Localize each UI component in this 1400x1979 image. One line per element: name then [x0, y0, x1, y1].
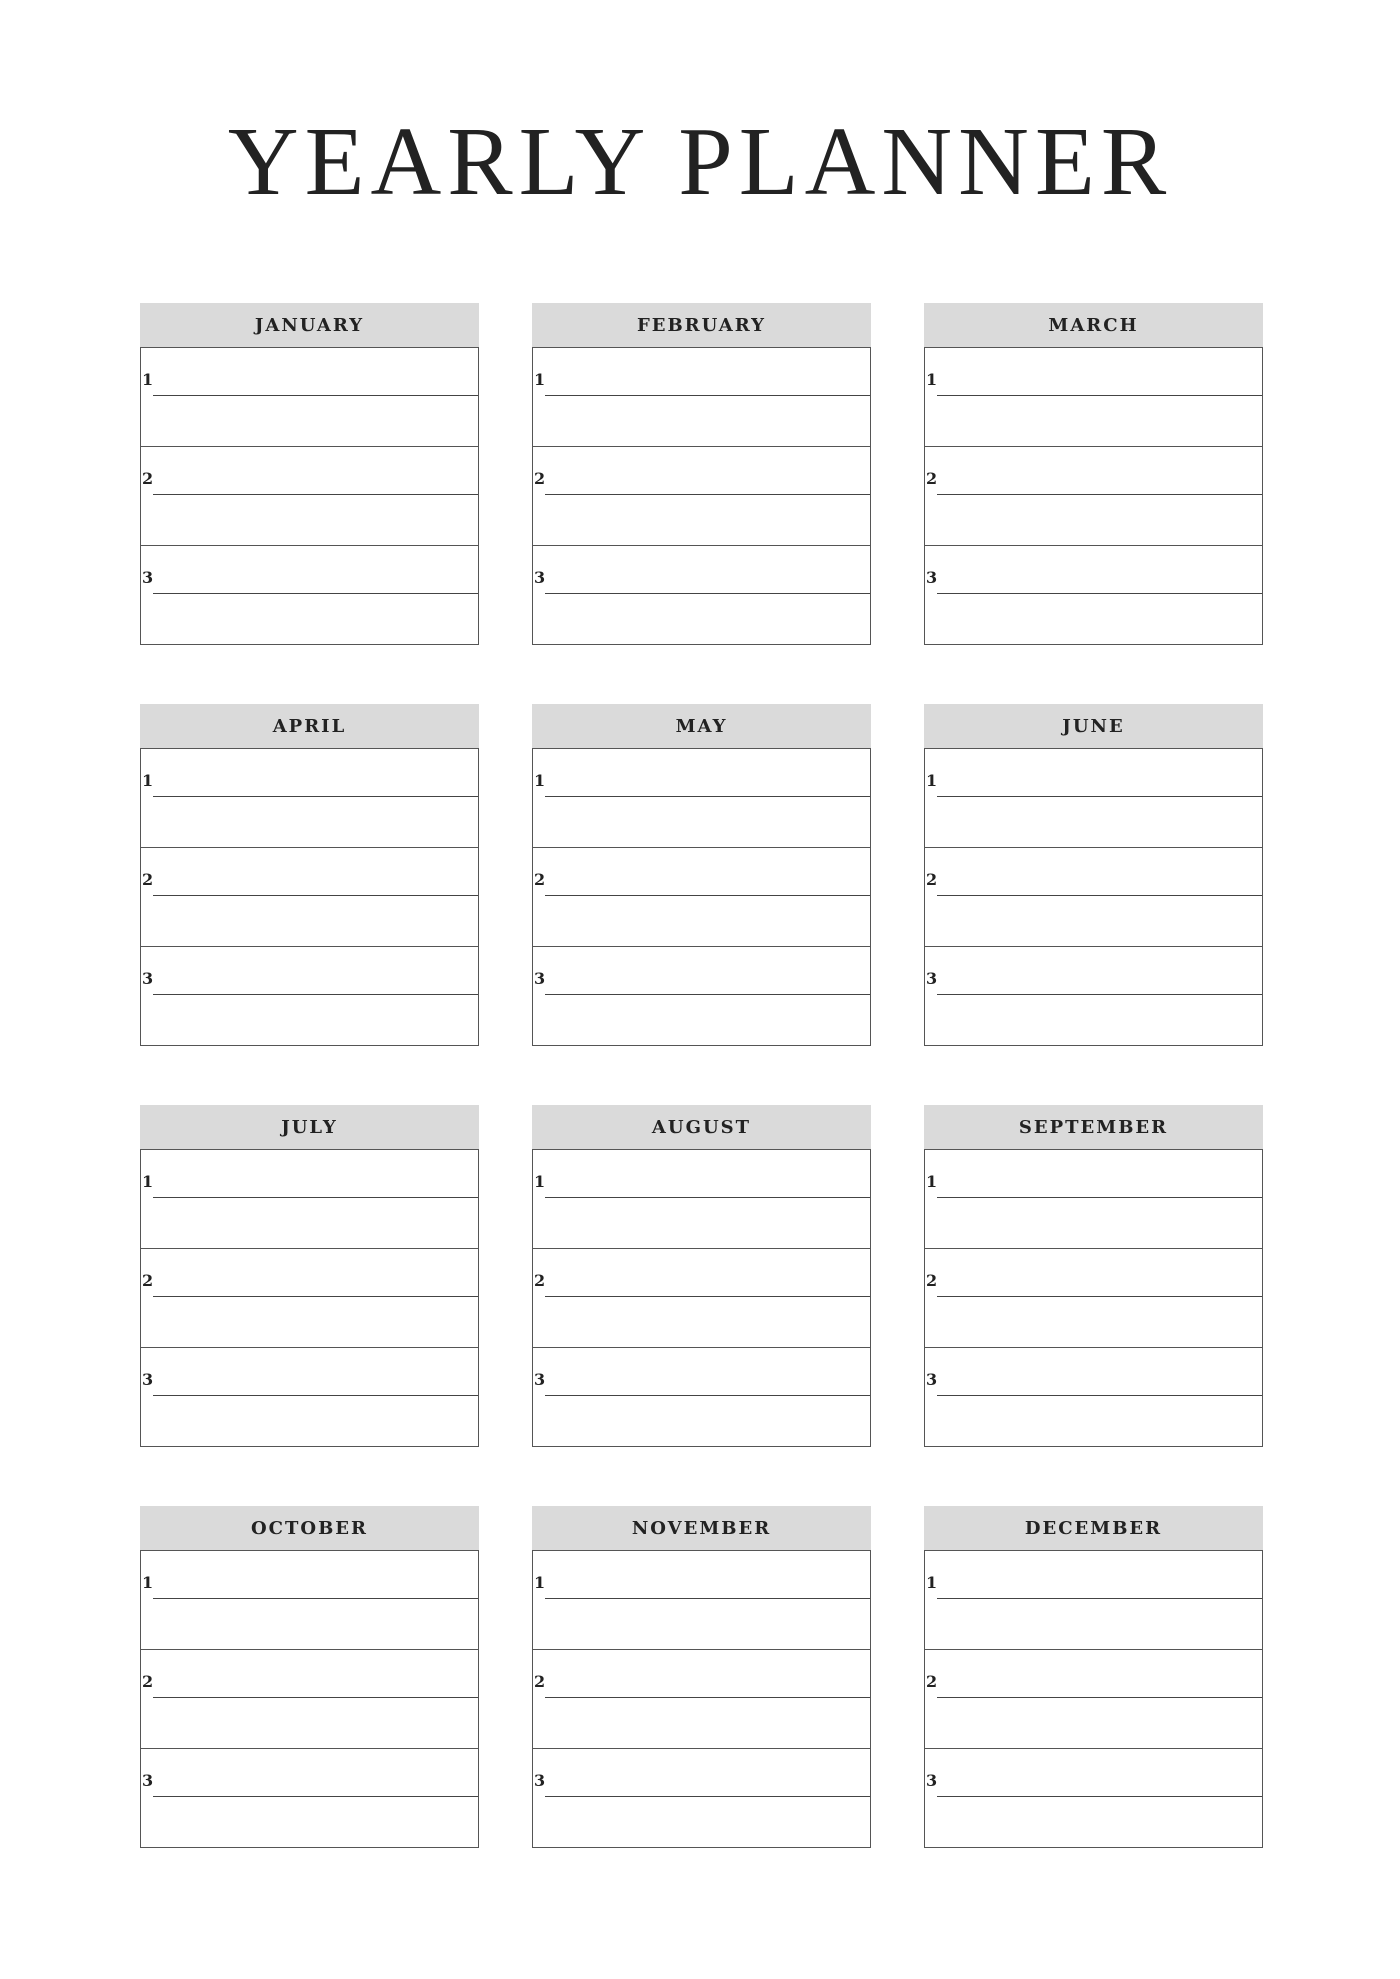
- goal-slot[interactable]: [533, 847, 870, 946]
- goal-slot[interactable]: [141, 749, 478, 847]
- writing-line: [545, 593, 870, 594]
- goal-number: 3: [926, 1370, 938, 1389]
- goal-number: 3: [534, 969, 546, 988]
- writing-line: [153, 494, 478, 495]
- goal-number: 2: [926, 1672, 938, 1691]
- writing-line: [545, 1395, 870, 1396]
- writing-line: [937, 796, 1262, 797]
- goal-number: 3: [926, 969, 938, 988]
- goal-number: 3: [534, 1771, 546, 1790]
- goal-slot[interactable]: [533, 348, 870, 446]
- goal-slot[interactable]: [533, 1347, 870, 1446]
- goals-box: [924, 347, 1263, 645]
- month-header: DECEMBER: [924, 1506, 1263, 1550]
- goal-slot[interactable]: [141, 847, 478, 946]
- month-card-august: [532, 1105, 871, 1449]
- goal-number: 3: [142, 1771, 154, 1790]
- goal-number: 1: [534, 1172, 546, 1191]
- goal-slot[interactable]: [925, 1347, 1262, 1446]
- goal-number: 2: [926, 1271, 938, 1290]
- writing-line: [153, 895, 478, 896]
- writing-line: [153, 1697, 478, 1698]
- writing-line: [545, 1796, 870, 1797]
- writing-line: [937, 395, 1262, 396]
- goal-number: 3: [534, 1370, 546, 1389]
- goal-slot[interactable]: [533, 1248, 870, 1347]
- month-header: MARCH: [924, 303, 1263, 347]
- goal-slot[interactable]: [925, 847, 1262, 946]
- months-grid: [140, 303, 1264, 1850]
- goals-box: [532, 748, 871, 1046]
- writing-line: [937, 593, 1262, 594]
- goals-box: [140, 1550, 479, 1848]
- month-header: SEPTEMBER: [924, 1105, 1263, 1149]
- goals-box: [140, 347, 479, 645]
- goal-slot[interactable]: [533, 1150, 870, 1248]
- month-card-april: [140, 704, 479, 1048]
- goal-number: 1: [142, 771, 154, 790]
- goal-number: 3: [142, 1370, 154, 1389]
- goal-slot[interactable]: [141, 1649, 478, 1748]
- goal-slot[interactable]: [141, 1748, 478, 1847]
- month-card-january: [140, 303, 479, 647]
- writing-line: [153, 994, 478, 995]
- month-card-november: [532, 1506, 871, 1850]
- goal-number: 1: [926, 1573, 938, 1592]
- writing-line: [153, 796, 478, 797]
- writing-line: [153, 593, 478, 594]
- goals-box: [924, 748, 1263, 1046]
- goal-number: 1: [534, 1573, 546, 1592]
- writing-line: [153, 1796, 478, 1797]
- goal-slot[interactable]: [925, 749, 1262, 847]
- goal-number: 1: [926, 1172, 938, 1191]
- writing-line: [545, 796, 870, 797]
- writing-line: [937, 1796, 1262, 1797]
- goal-number: 1: [142, 1573, 154, 1592]
- writing-line: [937, 1395, 1262, 1396]
- goal-slot[interactable]: [141, 1551, 478, 1649]
- writing-line: [545, 1598, 870, 1599]
- writing-line: [937, 994, 1262, 995]
- month-header: OCTOBER: [140, 1506, 479, 1550]
- month-header: JANUARY: [140, 303, 479, 347]
- goal-slot[interactable]: [925, 1748, 1262, 1847]
- writing-line: [153, 1296, 478, 1297]
- writing-line: [545, 895, 870, 896]
- goal-number: 3: [142, 568, 154, 587]
- goal-slot[interactable]: [141, 545, 478, 644]
- writing-line: [545, 494, 870, 495]
- writing-line: [937, 1296, 1262, 1297]
- goal-slot[interactable]: [141, 1248, 478, 1347]
- writing-line: [545, 1197, 870, 1198]
- goal-number: 2: [142, 469, 154, 488]
- writing-line: [545, 395, 870, 396]
- goal-slot[interactable]: [925, 1150, 1262, 1248]
- writing-line: [153, 1598, 478, 1599]
- writing-line: [153, 1395, 478, 1396]
- month-card-june: [924, 704, 1263, 1048]
- month-card-may: [532, 704, 871, 1048]
- goal-number: 2: [534, 469, 546, 488]
- goal-slot[interactable]: [141, 446, 478, 545]
- goal-number: 1: [534, 370, 546, 389]
- month-header: AUGUST: [532, 1105, 871, 1149]
- goals-box: [140, 1149, 479, 1447]
- goal-number: 1: [926, 771, 938, 790]
- goals-box: [924, 1149, 1263, 1447]
- goal-slot[interactable]: [533, 946, 870, 1045]
- month-card-february: [532, 303, 871, 647]
- goal-slot[interactable]: [141, 348, 478, 446]
- goal-slot[interactable]: [533, 446, 870, 545]
- writing-line: [153, 1197, 478, 1198]
- writing-line: [937, 1697, 1262, 1698]
- month-card-october: [140, 1506, 479, 1850]
- month-header: FEBRUARY: [532, 303, 871, 347]
- goals-box: [532, 1550, 871, 1848]
- goal-number: 1: [926, 370, 938, 389]
- writing-line: [545, 994, 870, 995]
- month-header: JULY: [140, 1105, 479, 1149]
- month-header: JUNE: [924, 704, 1263, 748]
- goal-slot[interactable]: [141, 1347, 478, 1446]
- goal-number: 1: [534, 771, 546, 790]
- goal-slot[interactable]: [925, 1649, 1262, 1748]
- goal-slot[interactable]: [925, 1248, 1262, 1347]
- goal-number: 2: [142, 1672, 154, 1691]
- month-card-march: [924, 303, 1263, 647]
- month-card-july: [140, 1105, 479, 1449]
- month-header: NOVEMBER: [532, 1506, 871, 1550]
- goal-number: 2: [142, 870, 154, 889]
- goals-box: [532, 1149, 871, 1447]
- goal-number: 2: [926, 469, 938, 488]
- goal-slot[interactable]: [533, 545, 870, 644]
- goal-number: 1: [142, 370, 154, 389]
- goal-slot[interactable]: [141, 1150, 478, 1248]
- goals-box: [140, 748, 479, 1046]
- goal-number: 3: [926, 568, 938, 587]
- goal-slot[interactable]: [925, 946, 1262, 1045]
- goal-number: 2: [534, 1271, 546, 1290]
- goal-slot[interactable]: [533, 1748, 870, 1847]
- month-header: MAY: [532, 704, 871, 748]
- writing-line: [545, 1697, 870, 1698]
- goal-slot[interactable]: [925, 1551, 1262, 1649]
- goal-slot[interactable]: [925, 446, 1262, 545]
- goal-number: 1: [142, 1172, 154, 1191]
- goal-number: 2: [534, 1672, 546, 1691]
- writing-line: [545, 1296, 870, 1297]
- goal-number: 2: [142, 1271, 154, 1290]
- goal-slot[interactable]: [141, 946, 478, 1045]
- goal-slot[interactable]: [533, 1551, 870, 1649]
- goals-box: [924, 1550, 1263, 1848]
- writing-line: [153, 395, 478, 396]
- writing-line: [937, 494, 1262, 495]
- goal-slot[interactable]: [533, 749, 870, 847]
- month-card-december: [924, 1506, 1263, 1850]
- page-title: YEARLY PLANNER: [227, 108, 1173, 216]
- month-header: APRIL: [140, 704, 479, 748]
- writing-line: [937, 1598, 1262, 1599]
- goal-number: 2: [926, 870, 938, 889]
- month-card-september: [924, 1105, 1263, 1449]
- goal-number: 3: [534, 568, 546, 587]
- writing-line: [937, 895, 1262, 896]
- goal-number: 2: [534, 870, 546, 889]
- goal-slot[interactable]: [533, 1649, 870, 1748]
- writing-line: [937, 1197, 1262, 1198]
- goal-slot[interactable]: [925, 545, 1262, 644]
- goal-slot[interactable]: [925, 348, 1262, 446]
- goal-number: 3: [142, 969, 154, 988]
- goal-number: 3: [926, 1771, 938, 1790]
- goals-box: [532, 347, 871, 645]
